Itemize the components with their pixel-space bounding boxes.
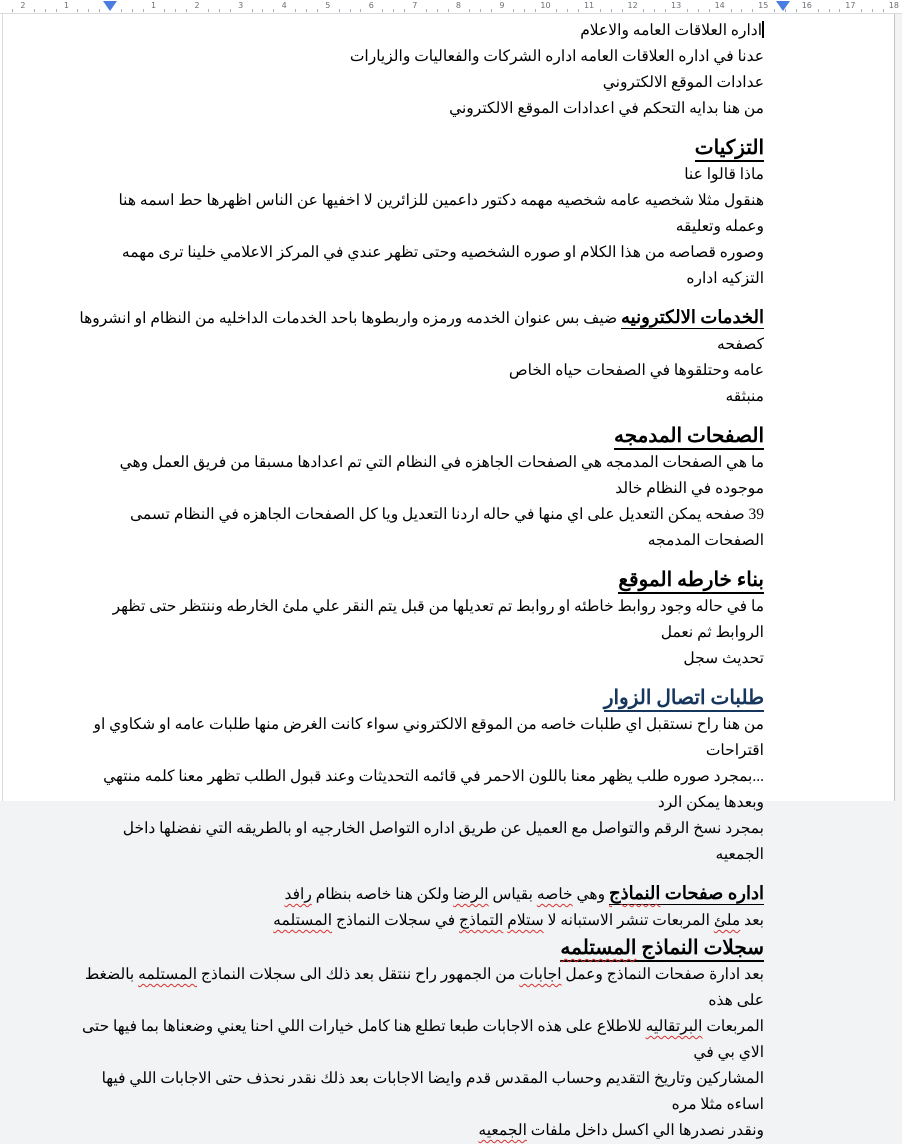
- ruler-tick: [687, 9, 688, 12]
- ruler-tick: [34, 9, 35, 12]
- paragraph[interactable]: [76, 908, 764, 934]
- paragraph[interactable]: [76, 594, 764, 646]
- ruler-tick: [872, 9, 873, 12]
- ruler-number: 12: [627, 1, 638, 10]
- paragraph[interactable]: [76, 880, 764, 908]
- ruler-number: 4: [281, 1, 287, 10]
- ruler-tick: [883, 9, 884, 12]
- ruler-tick: [45, 9, 46, 12]
- text-run: تحديث سجل: [683, 650, 764, 667]
- text-run: وصوره قصاصه من هذا الكلام او صوره الشخصيه وحتى تظهر عندي في المركز الاعلامي خلينا ترى مهمه التزكيه اداره: [121, 244, 764, 287]
- section-heading[interactable]: [76, 566, 764, 594]
- ruler-tick: [393, 9, 394, 12]
- ruler-number: 15: [758, 1, 769, 10]
- ruler-tick: [654, 9, 655, 12]
- ruler-number: 13: [671, 1, 682, 10]
- ruler-tick: [731, 9, 732, 12]
- ruler-tick: [839, 9, 840, 12]
- paragraph[interactable]: [76, 358, 764, 384]
- paragraph[interactable]: [76, 162, 764, 188]
- text-run: المربعات: [702, 1018, 764, 1035]
- text-run: عدنا في اداره العلاقات العامه اداره الشركات والفعاليات والزيارات: [349, 48, 764, 65]
- ruler-number: 1: [63, 1, 69, 10]
- paragraph[interactable]: [76, 188, 764, 240]
- ruler-tick: [861, 9, 862, 12]
- ruler-number: 2: [20, 1, 26, 10]
- paragraph[interactable]: [76, 1014, 764, 1066]
- text-run: هنقول مثلا شخصيه عامه شخصيه مهمه دكتور داعمين للزائرين لا اخفيها عن الناس اظهرها حط اسمه هنا وعمله وتعليقه: [118, 192, 764, 235]
- blank-line: [76, 554, 764, 566]
- ruler-number: 11: [583, 1, 595, 10]
- paragraph[interactable]: [76, 962, 764, 1014]
- document-text-area[interactable]: [0, 13, 894, 1144]
- ruler-tick: [317, 9, 318, 12]
- blank-line: [76, 410, 764, 422]
- ruler-tick: [480, 9, 481, 12]
- heading-text-run: الخدمات الالكترونيه: [621, 307, 764, 327]
- paragraph[interactable]: [76, 18, 764, 44]
- ruler-tick: [404, 9, 405, 12]
- ruler-tick: [12, 9, 13, 12]
- text-run: عدادات الموقع الالكتروني: [602, 74, 764, 91]
- misspelled-text-run: البرتقاليه: [645, 1018, 703, 1035]
- ruler-tick: [665, 9, 666, 12]
- ruler-tick: [360, 9, 361, 12]
- misspelled-text-run: اجابات: [519, 966, 562, 983]
- section-heading[interactable]: [76, 934, 764, 962]
- ruler-tick: [818, 9, 819, 12]
- ruler-tick: [524, 9, 525, 12]
- text-run: في سجلات النماذج: [332, 912, 460, 929]
- section-heading[interactable]: [76, 134, 764, 162]
- text-run: بعد: [740, 912, 764, 929]
- misspelled-text-run: المستلمه: [273, 912, 333, 929]
- blank-line: [76, 868, 764, 880]
- text-run: بالضغط على هذه: [84, 966, 764, 1009]
- ruler-tick: [469, 9, 470, 12]
- ruler-number: 2: [194, 1, 200, 10]
- ruler-tick: [186, 9, 187, 12]
- text-run: من الجمهور راح ننتقل بعد ذلك الى سجلات النماذج: [197, 966, 520, 983]
- paragraph[interactable]: [76, 384, 764, 410]
- text-run: بمجرد نسخ الرقم والتواصل مع العميل عن طريق اداره التواصل الخارجيه او بالطريقه التي نفضلها داخل الجمعيه: [122, 820, 764, 863]
- paragraph[interactable]: [76, 764, 764, 816]
- ruler-tick: [698, 9, 699, 12]
- ruler-number: 18: [888, 1, 899, 10]
- paragraph[interactable]: [76, 646, 764, 672]
- ruler-tick: [426, 9, 427, 12]
- text-run: منبثقه: [725, 388, 764, 405]
- ruler-number: 9: [499, 1, 505, 10]
- section-heading[interactable]: [76, 684, 764, 712]
- misspelled-text-run: المستلمه: [138, 966, 198, 983]
- ruler-tick: [796, 9, 797, 12]
- ruler-tick: [164, 9, 165, 12]
- text-run: ضيف بس عنوان الخدمه ورمزه واربطوها باحد الخدمات الداخليه من النظام او انشروها كصفحه: [79, 310, 764, 353]
- text-run: 39 صفحه يمكن التعديل على اي منها في حاله اردنا التعديل ويا كل الصفحات الجاهزه في النظام تسمى الصفحات المدمجه: [129, 506, 764, 549]
- paragraph[interactable]: [76, 1066, 764, 1118]
- text-run: المربعات تنشر الاستبانه لا: [543, 912, 714, 929]
- ruler-number: 1: [151, 1, 157, 10]
- heading-text-run: المستلمه: [560, 937, 636, 962]
- misspelled-text-run: رافد: [284, 886, 312, 903]
- misspelled-text-run: ستلام: [507, 912, 544, 929]
- text-cursor: [762, 21, 764, 38]
- text-run: ماذا قالوا عنا: [684, 166, 764, 183]
- ruler-tick: [437, 9, 438, 12]
- document-page: [0, 13, 895, 1139]
- heading-text-run: بناء خارطه الموقع: [618, 569, 764, 594]
- text-run: ...بمجرد صوره طلب يظهر معنا باللون الاحمر في قائمه التحديثات وعند قبول الطلب تظهر معنا كلمه منتهي وبعدها يمكن الرد: [103, 768, 764, 811]
- blank-line: [76, 122, 764, 134]
- indent-marker-right-icon[interactable]: [776, 1, 790, 11]
- misspelled-text-run: خاصه: [536, 886, 573, 903]
- ruler-tick: [230, 9, 231, 12]
- ruler-tick: [491, 9, 492, 12]
- ruler-number: 7: [412, 1, 418, 10]
- heading-text-run: التزكيات: [695, 137, 764, 162]
- text-run: ونقدر نصدرها الي اكسل داخل ملفات: [526, 1122, 764, 1139]
- ruler-number: 5: [325, 1, 331, 10]
- ruler-tick: [535, 9, 536, 12]
- ruler-tick: [382, 9, 383, 12]
- ruler-tick: [273, 9, 274, 12]
- horizontal-ruler[interactable]: [0, 0, 902, 14]
- ruler-tick: [556, 9, 557, 12]
- ruler-tick: [175, 9, 176, 12]
- ruler-tick: [99, 9, 100, 12]
- ruler-tick: [121, 9, 122, 12]
- indent-marker-left-icon[interactable]: [103, 1, 117, 11]
- text-run: ما هي الصفحات المدمجه هي الصفحات الجاهزه في النظام التي تم اعدادها مسبقا من فريق العمل وهي موجوده في النظام خالد: [119, 454, 764, 497]
- text-run: من هنا راح نستقبل اي طلبات خاصه من الموقع الالكتروني سواء كانت الغرض منها طلبات عامه او شكاوي او اقتراحات: [93, 716, 764, 759]
- ruler-tick: [132, 9, 133, 12]
- blank-line: [76, 292, 764, 304]
- ruler-tick: [339, 9, 340, 12]
- section-heading[interactable]: [76, 422, 764, 450]
- ruler-tick: [829, 9, 830, 12]
- text-run: من هنا بدايه التحكم في اعدادات الموقع الالكتروني: [449, 100, 764, 117]
- paragraph[interactable]: [76, 44, 764, 70]
- ruler-tick: [643, 9, 644, 12]
- text-run: عامه وحتلقوها في الصفحات حياه الخاص: [508, 362, 764, 379]
- paragraph[interactable]: [76, 1118, 764, 1144]
- paragraph[interactable]: [76, 712, 764, 764]
- ruler-tick: [513, 9, 514, 12]
- ruler-tick: [219, 9, 220, 12]
- misspelled-text-run: ملئ: [713, 912, 741, 929]
- paragraph[interactable]: [76, 70, 764, 96]
- ruler-tick: [295, 9, 296, 12]
- ruler-tick: [741, 9, 742, 12]
- ruler-tick: [88, 9, 89, 12]
- ruler-tick: [143, 9, 144, 12]
- misspelled-text-run: الرضا: [453, 886, 489, 903]
- ruler-tick: [567, 9, 568, 12]
- ruler-tick: [306, 9, 307, 12]
- ruler-number: 17: [845, 1, 856, 10]
- heading-text-run: الصفحات المدمجه: [614, 425, 764, 450]
- ruler-number: 10: [540, 1, 551, 10]
- ruler-tick: [77, 9, 78, 12]
- paragraph[interactable]: [76, 96, 764, 122]
- ruler-tick: [611, 9, 612, 12]
- ruler-tick: [752, 9, 753, 12]
- text-run: بقياس: [488, 886, 537, 903]
- ruler-number: 8: [455, 1, 461, 10]
- ruler-tick: [448, 9, 449, 12]
- blank-line: [76, 672, 764, 684]
- paragraph[interactable]: [76, 816, 764, 868]
- text-run: للاطلاع على هذه الاجابات طبعا تطلع هنا كامل خيارات اللي احنا يعني وضعناها بما فيها حتى الاي بي في: [81, 1018, 764, 1061]
- paragraph[interactable]: [76, 502, 764, 554]
- text-run: اداره العلاقات العامه والاعلام: [580, 22, 762, 39]
- ruler-tick: [622, 9, 623, 12]
- ruler-number: 16: [801, 1, 812, 10]
- text-run: المشاركين وتاريخ التقديم وحساب المقدس قدم وايضا الاجابات بعد ذلك نقدر نحذف حتى الاجابات اللي فيها اساءه مثلا مره: [101, 1070, 764, 1113]
- text-run: وهي: [572, 886, 609, 903]
- heading-text-run: النماذج: [608, 883, 661, 903]
- misspelled-text-run: الجمعيه: [478, 1122, 527, 1139]
- heading-text-run: طلبات اتصال الزوار: [604, 687, 764, 712]
- heading-text-run: اداره صفحات: [660, 883, 764, 903]
- ruler-tick: [709, 9, 710, 12]
- ruler-tick: [252, 9, 253, 12]
- paragraph[interactable]: [76, 304, 764, 358]
- text-run: ولكن هنا خاصه بنظام: [311, 886, 454, 903]
- text-run: بعد ادارة صفحات النماذج وعمل: [561, 966, 764, 983]
- paragraph[interactable]: [76, 240, 764, 292]
- ruler-tick: [208, 9, 209, 12]
- ruler-tick: [56, 9, 57, 12]
- paragraph[interactable]: [76, 450, 764, 502]
- ruler-tick: [262, 9, 263, 12]
- ruler-tick: [600, 9, 601, 12]
- ruler-number: 14: [714, 1, 725, 10]
- text-run: ما في حاله وجود روابط خاطئه او روابط تم تعديلها من قبل يتم النقر علي ملئ الخارطه وننتظر حتى تظهر الروابط ثم نعمل: [112, 598, 764, 641]
- page-gutter: [895, 13, 902, 801]
- ruler-number: 3: [238, 1, 244, 10]
- misspelled-text-run: التماذج: [459, 912, 504, 929]
- ruler-number: 6: [368, 1, 374, 10]
- ruler-tick: [578, 9, 579, 12]
- heading-text-run: سجلات النماذج: [636, 937, 764, 962]
- ruler-tick: [350, 9, 351, 12]
